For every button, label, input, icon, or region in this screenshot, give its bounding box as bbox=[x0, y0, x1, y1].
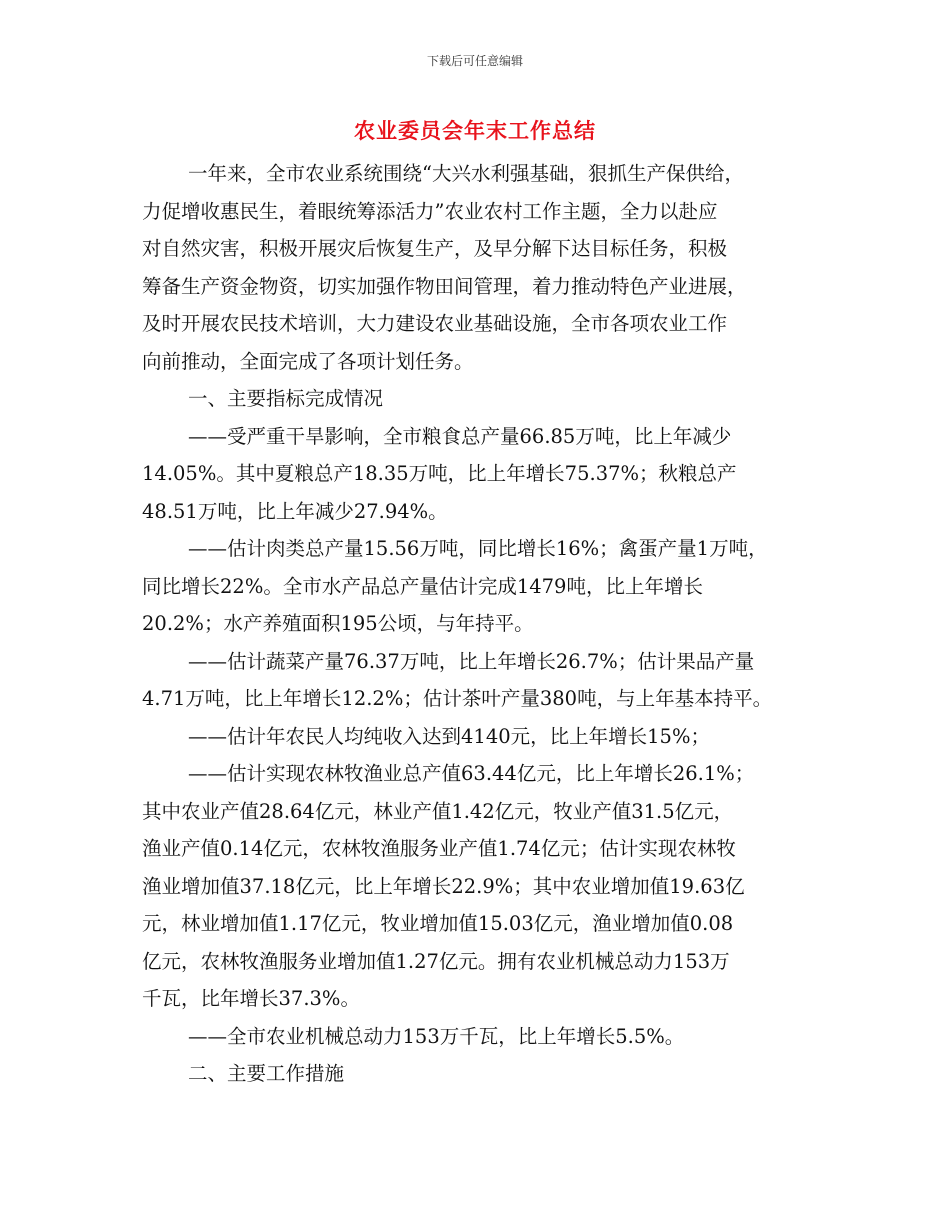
text-line: 其中农业产值28.64亿元，林业产值1.42亿元，牧业产值31.5亿元， bbox=[142, 799, 734, 823]
text-line: 渔业产值0.14亿元，农林牧渔服务业产值1.74亿元；估计实现农林牧 bbox=[142, 837, 736, 860]
text-line: ——估计实现农林牧渔业总产值63.44亿元，比上年增长26.1%； bbox=[188, 762, 755, 785]
text-line: 亿元，农林牧渔服务业增加值1.27亿元。拥有农业机械总动力153万 bbox=[142, 949, 730, 973]
text-line: 对自然灾害，积极开展灾后恢复生产，及早分解下达目标任务，积极 bbox=[142, 237, 728, 260]
text-line: 一年来，全市农业系统围绕“大兴水利强基础，狠抓生产保供给， bbox=[188, 162, 744, 185]
text-line: 一、主要指标完成情况 bbox=[188, 387, 384, 410]
text-line: 千瓦，比年增长37.3%。 bbox=[142, 987, 360, 1010]
text-line: 渔业增加值37.18亿元，比上年增长22.9%；其中农业增加值19.63亿 bbox=[142, 874, 745, 898]
text-line: 二、主要工作措施 bbox=[188, 1062, 345, 1085]
document-body bbox=[142, 155, 842, 1093]
text-line: 48.51万吨，比上年减少27.94%。 bbox=[142, 499, 448, 523]
text-line: ——全市农业机械总动力153万千瓦，比上年增长5.5%。 bbox=[188, 1024, 685, 1048]
text-line: ——受严重干旱影响，全市粮食总产量66.85万吨，比上年减少 bbox=[188, 424, 732, 448]
text-line: 元，林业增加值1.17亿元，牧业增加值15.03亿元，渔业增加值0.08 bbox=[142, 912, 734, 935]
text-line: ——估计年农民人均纯收入达到4140元，比上年增长15%； bbox=[188, 724, 710, 748]
text-line: ——估计蔬菜产量76.37万吨，比上年增长26.7%；估计果品产量 bbox=[188, 649, 755, 673]
text-line: 筹备生产资金物资，切实加强作物田间管理，着力推动特色产业进展， bbox=[142, 274, 747, 298]
text-line: 向前推动，全面完成了各项计划任务。 bbox=[142, 349, 474, 373]
text-line: 4.71万吨，比上年增长12.2%；估计茶叶产量380吨，与上年基本持平。 bbox=[142, 687, 773, 710]
text-line: ——估计肉类总产量15.56万吨，同比增长16%；禽蛋产量1万吨， bbox=[188, 537, 768, 560]
text-line: 同比增长22%。全市水产品总产量估计完成1479吨，比上年增长 bbox=[142, 574, 703, 598]
document-title: 农业委员会年末工作总结 bbox=[354, 119, 596, 143]
page-header: 下载后可任意编辑 bbox=[426, 54, 523, 68]
text-line: 14.05%。其中夏粮总产18.35万吨，比上年增长75.37%；秋粮总产 bbox=[142, 462, 737, 485]
text-line: 及时开展农民技术培训，大力建设农业基础设施，全市各项农业工作 bbox=[142, 312, 728, 335]
text-line: 力促增收惠民生，着眼统筹添活力”农业农村工作主题，全力以赴应 bbox=[142, 199, 718, 223]
text-line: 20.2%；水产养殖面积195公顷，与年持平。 bbox=[142, 612, 534, 635]
